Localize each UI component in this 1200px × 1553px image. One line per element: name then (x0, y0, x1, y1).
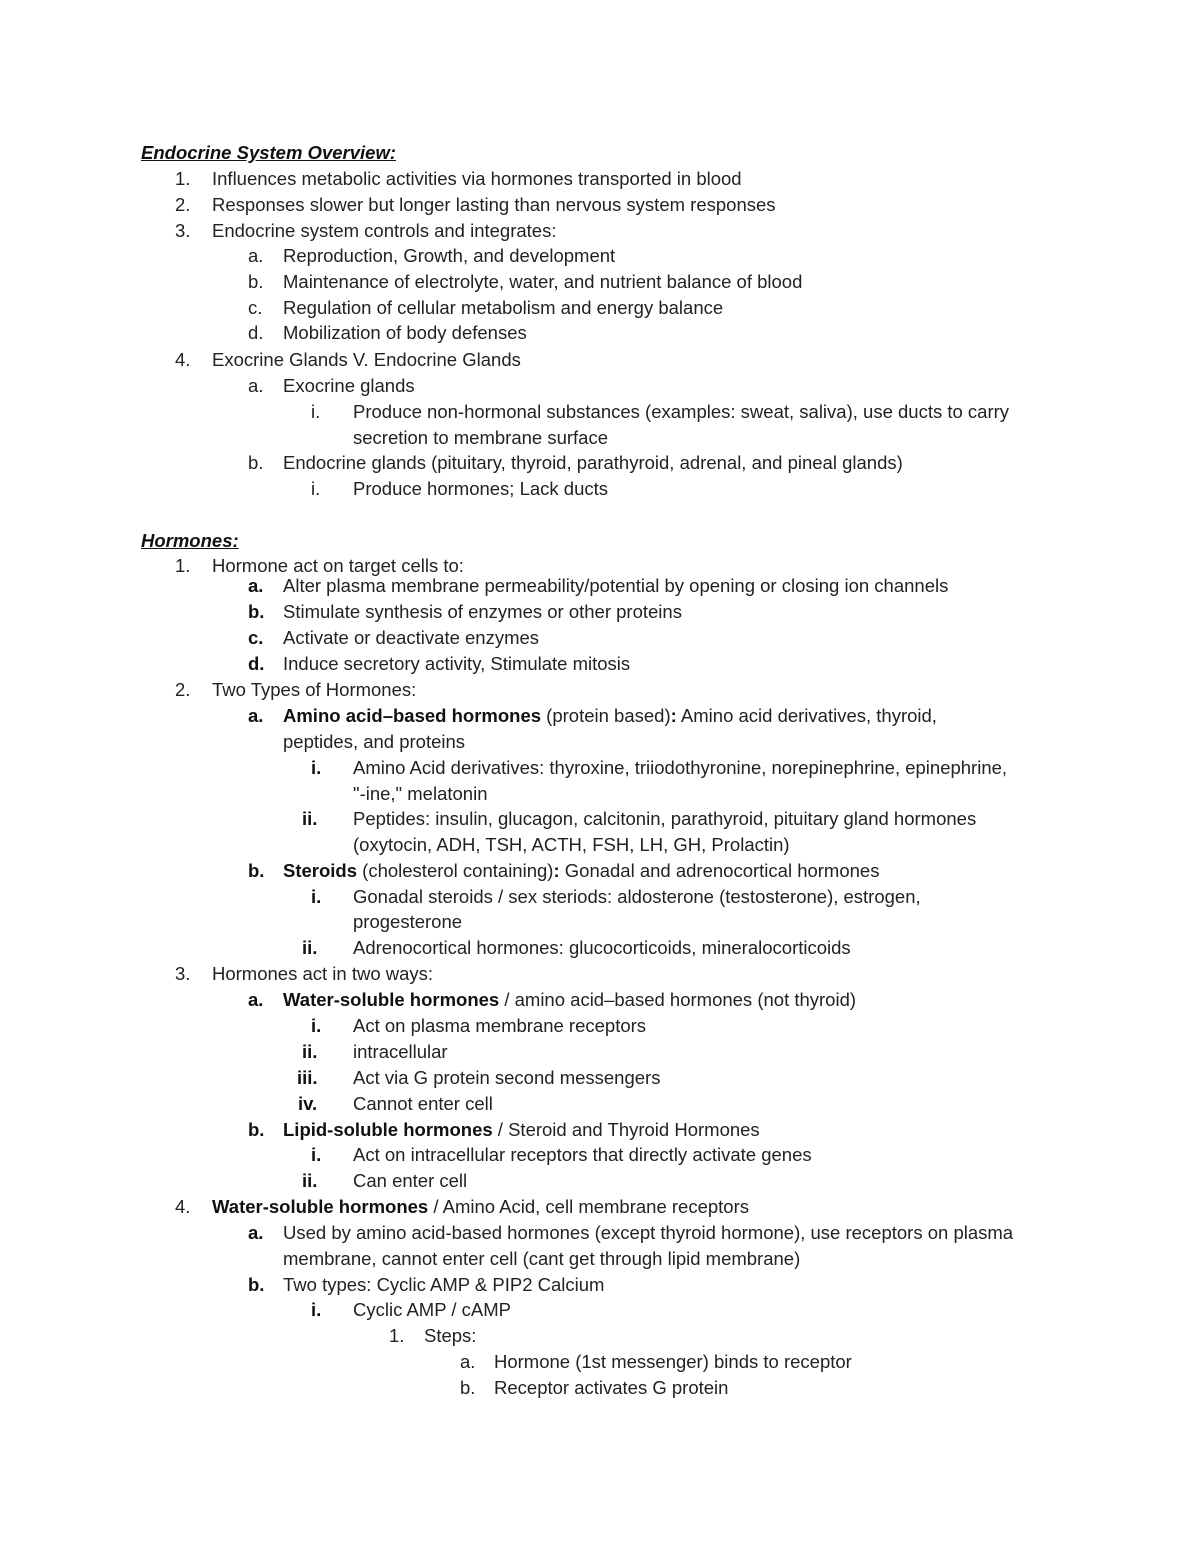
water-soluble-desc: / amino acid–based hormones (not thyroid) (499, 989, 857, 1010)
hormones-item-2bii: Adrenocortical hormones: glucocorticoids, mineralocorticoids (353, 937, 851, 958)
hormones-item-4 (212, 1194, 749, 1220)
hormones-item-4bi1b: Receptor activates G protein (494, 1377, 729, 1398)
hormones-item-3bi-marker: i. (311, 1144, 322, 1165)
overview-item-3a-marker: a. (248, 245, 264, 266)
hormones-item-3-marker: 3. (175, 963, 191, 984)
overview-item-3a: Reproduction, Growth, and development (283, 245, 616, 266)
hormones-item-4bi1b-marker: b. (460, 1377, 476, 1398)
hormones-item-4a-line2: membrane, cannot enter cell (cant get through lipid membrane) (283, 1248, 801, 1269)
water-soluble-term: Water-soluble hormones (283, 989, 500, 1010)
water-soluble-desc-2: / Amino Acid, cell membrane receptors (428, 1196, 750, 1217)
overview-item-3c-marker: c. (248, 297, 263, 318)
hormones-item-4b-marker: b. (248, 1274, 265, 1295)
hormones-item-2ai-marker: i. (311, 757, 322, 778)
hormones-item-2bi-line2: progesterone (353, 911, 463, 932)
overview-heading: Endocrine System Overview: (141, 142, 396, 163)
hormones-item-1b-marker: b. (248, 601, 265, 622)
overview-item-4b-marker: b. (248, 452, 264, 473)
hormones-item-4b: Two types: Cyclic AMP & PIP2 Calcium (283, 1274, 605, 1295)
hormones-item-2aii-line2: (oxytocin, ADH, TSH, ACTH, FSH, LH, GH, Prolactin) (353, 834, 790, 855)
overview-item-1: Influences metabolic activities via hormones transported in blood (212, 168, 742, 189)
amino-acid-hormones-qualifier: (protein based) (541, 705, 671, 726)
overview-item-4ai-line2: secretion to membrane surface (353, 427, 609, 448)
hormones-item-4bi: Cyclic AMP / cAMP (353, 1299, 511, 1320)
overview-item-4a: Exocrine glands (283, 375, 415, 396)
hormones-item-3bii-marker: ii. (302, 1170, 318, 1191)
overview-item-4bi: Produce hormones; Lack ducts (353, 478, 609, 499)
hormones-item-2aii-line1: Peptides: insulin, glucagon, calcitonin, parathyroid, pituitary gland hormones (353, 808, 977, 829)
overview-item-4ai-line1: Produce non-hormonal substances (examples: sweat, saliva), use ducts to carry (353, 401, 1010, 422)
hormones-item-4a-line1: Used by amino acid-based hormones (except thyroid hormone), use receptors on plasma (283, 1222, 1014, 1243)
hormones-item-2: Two Types of Hormones: (212, 679, 417, 700)
hormones-item-3ai: Act on plasma membrane receptors (353, 1015, 647, 1036)
hormones-item-4bi1: Steps: (424, 1325, 477, 1346)
hormones-item-2bii-marker: ii. (302, 937, 318, 958)
hormones-item-4bi1-marker: 1. (389, 1325, 405, 1346)
amino-acid-hormones-desc: Amino acid derivatives, thyroid, (676, 705, 937, 726)
hormones-item-1d: Induce secretory activity, Stimulate mitosis (283, 653, 631, 674)
overview-item-3: Endocrine system controls and integrates: (212, 220, 557, 241)
overview-item-3b: Maintenance of electrolyte, water, and nutrient balance of blood (283, 271, 803, 292)
hormones-item-3a (283, 987, 856, 1013)
overview-item-3b-marker: b. (248, 271, 264, 292)
hormones-item-3b-marker: b. (248, 1119, 265, 1140)
amino-acid-hormones-colon: : (670, 705, 677, 726)
steroids-term: Steroids (283, 860, 358, 881)
hormones-item-3b (283, 1117, 760, 1143)
overview-item-3d-marker: d. (248, 322, 264, 343)
hormones-item-1-marker: 1. (175, 555, 191, 576)
hormones-item-1c-marker: c. (248, 627, 264, 648)
hormones-item-3bii: Can enter cell (353, 1170, 468, 1191)
hormones-item-2b (283, 858, 879, 884)
amino-acid-hormones-term: Amino acid–based hormones (283, 705, 542, 726)
overview-item-4-marker: 4. (175, 349, 191, 370)
hormones-item-2b-marker: b. (248, 860, 265, 881)
hormones-item-1d-marker: d. (248, 653, 265, 674)
hormones-item-2-marker: 2. (175, 679, 191, 700)
overview-item-4bi-marker: i. (311, 478, 321, 499)
hormones-item-3aiv-marker: iv. (298, 1093, 318, 1114)
overview-item-4: Exocrine Glands V. Endocrine Glands (212, 349, 521, 370)
hormones-item-2ai-line2: "-ine," melatonin (353, 783, 488, 804)
overview-item-3c: Regulation of cellular metabolism and energy balance (283, 297, 724, 318)
hormones-item-1a: Alter plasma membrane permeability/potential by opening or closing ion channels (283, 575, 949, 596)
overview-item-3d: Mobilization of body defenses (283, 322, 527, 343)
hormones-item-1: Hormone act on target cells to: (212, 555, 464, 576)
hormones-item-3aiii-marker: iii. (297, 1067, 318, 1088)
hormones-item-2bi-line1: Gonadal steroids / sex steriods: aldosterone (testosterone), estrogen, (353, 886, 921, 907)
overview-item-3-marker: 3. (175, 220, 191, 241)
steroids-colon: : (553, 860, 560, 881)
hormones-item-3aiii: Act via G protein second messengers (353, 1067, 661, 1088)
overview-item-2: Responses slower but longer lasting than nervous system responses (212, 194, 776, 215)
hormones-item-4a-marker: a. (248, 1222, 264, 1243)
hormones-item-4bi1a: Hormone (1st messenger) binds to receptor (494, 1351, 852, 1372)
hormones-item-3aii-marker: ii. (302, 1041, 318, 1062)
water-soluble-term-2: Water-soluble hormones (212, 1196, 429, 1217)
steroids-qualifier: (cholesterol containing) (357, 860, 554, 881)
steroids-desc: Gonadal and adrenocortical hormones (559, 860, 880, 881)
hormones-item-2a-marker: a. (248, 705, 264, 726)
hormones-item-4bi1a-marker: a. (460, 1351, 476, 1372)
hormones-heading: Hormones: (141, 530, 239, 551)
hormones-item-1a-marker: a. (248, 575, 264, 596)
hormones-item-1b: Stimulate synthesis of enzymes or other proteins (283, 601, 682, 622)
hormones-item-3aii: intracellular (353, 1041, 448, 1062)
overview-item-4b: Endocrine glands (pituitary, thyroid, parathyroid, adrenal, and pineal glands) (283, 452, 903, 473)
hormones-item-1c: Activate or deactivate enzymes (283, 627, 540, 648)
hormones-item-3aiv: Cannot enter cell (353, 1093, 493, 1114)
overview-item-2-marker: 2. (175, 194, 191, 215)
overview-item-4ai-marker: i. (311, 401, 321, 422)
hormones-item-2a (283, 703, 937, 729)
hormones-item-2a-line2: peptides, and proteins (283, 731, 466, 752)
hormones-item-4-marker: 4. (175, 1196, 191, 1217)
lipid-soluble-desc: / Steroid and Thyroid Hormones (492, 1119, 760, 1140)
hormones-item-2aii-marker: ii. (302, 808, 318, 829)
overview-item-1-marker: 1. (175, 168, 191, 189)
hormones-item-3bi: Act on intracellular receptors that directly activate genes (353, 1144, 812, 1165)
hormones-item-3ai-marker: i. (311, 1015, 322, 1036)
hormones-item-4bi-marker: i. (311, 1299, 322, 1320)
lipid-soluble-term: Lipid-soluble hormones (283, 1119, 493, 1140)
hormones-item-2bi-marker: i. (311, 886, 322, 907)
hormones-item-2ai-line1: Amino Acid derivatives: thyroxine, triiodothyronine, norepinephrine, epinephrine, (353, 757, 1008, 778)
hormones-item-3a-marker: a. (248, 989, 264, 1010)
overview-item-4a-marker: a. (248, 375, 264, 396)
hormones-item-3: Hormones act in two ways: (212, 963, 434, 984)
